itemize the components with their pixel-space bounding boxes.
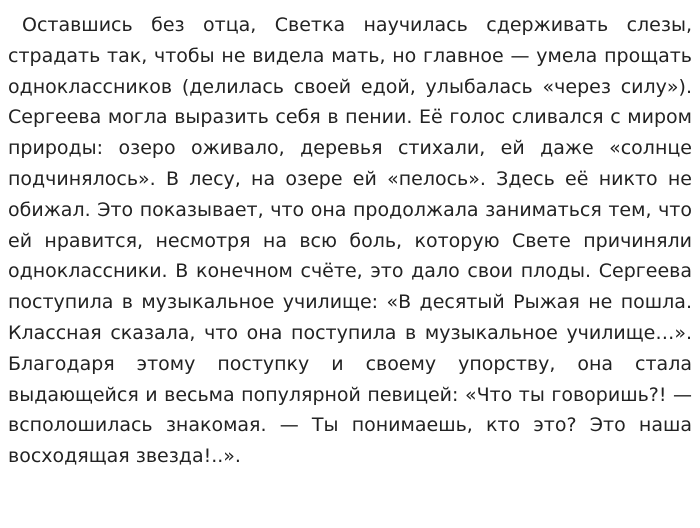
essay-paragraph: Оставшись без отца, Светка научилась сдерживать слезы, страдать так, чтобы не видела мать, но главное — умела прощать одноклассников (делилась своей едой, улыбалась «через силу»). Сергеева могла выразить себя в пении. Её голос сливался с миром природы: озеро оживало, деревья стихали, ей даже «солнце подчинялось». В лесу, на озере ей «пелось». Здесь её никто не обижал. Это показывает, что она продолжала заниматься тем, что ей нравится, несмотря на всю боль, которую Свете причиняли одноклассники. В конечном счёте, это дало свои плоды. Сергеева поступила в музыкальное училище: «В десятый Рыжая не пошла. Классная сказала, что она поступила в музыкальное училище…». Благодаря этому поступку и своему упорству, она стала выдающейся и весьма популярной певицей: «Что ты говоришь?! — всполошилась знакомая. — Ты понимаешь, кто это? Это наша восходящая звезда!..». — [8, 14, 692, 468]
